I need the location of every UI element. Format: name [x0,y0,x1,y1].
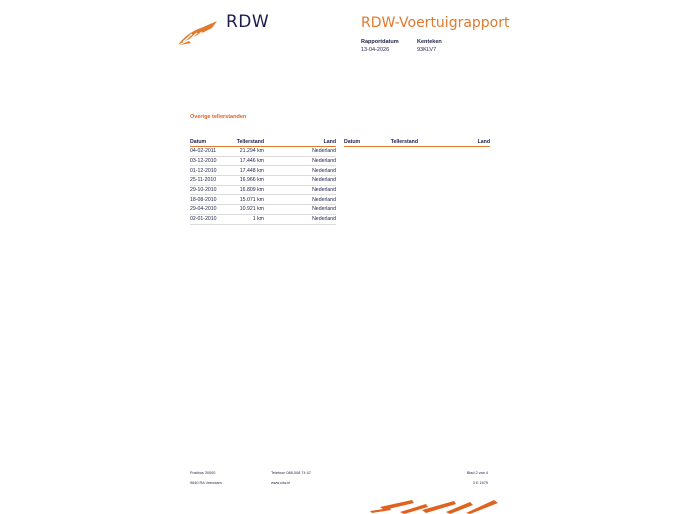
column-header-date: Datum [344,138,388,147]
report-date-block [361,39,399,54]
footer-page-number: Blad 2 van 4 [466,471,488,475]
plate-value: 93KLV7 [417,46,437,53]
footer-phone: Telefoon 088-008 74 47 [271,471,311,475]
row-odometer: 17.448 km [234,166,264,176]
row-date: 04-02-2011 [190,147,234,157]
footer-postbus: Postbus 30000 [190,471,216,475]
column-header-odometer: Tellerstand [234,138,264,147]
table-row [190,214,336,224]
odometer-rows [190,147,336,225]
row-odometer: 21.294 km [234,147,264,157]
row-date: 02-01-2010 [190,214,234,224]
footer-document-code: 3 E 1679 [472,481,488,485]
table-row [190,185,336,195]
row-country: Nederland [264,156,336,166]
row-country: Nederland [264,176,336,186]
odometer-table-right [344,138,490,147]
table-row [190,166,336,176]
odometer-table-left [190,138,336,225]
row-country: Nederland [264,195,336,205]
row-date: 25-11-2010 [190,176,234,186]
brand-stripes-icon [370,498,500,514]
table-row [190,176,336,186]
row-odometer: 16.966 km [234,176,264,186]
table-header-row [344,138,490,147]
footer-postcode: 9640 RA Veendam [190,481,222,485]
table-header-row [190,138,336,147]
footer-website[interactable]: www.rdw.nl [271,481,290,485]
report-title: RDW-Voertuigrapport [361,15,510,31]
column-header-date: Datum [190,138,234,147]
row-odometer: 16.809 km [234,185,264,195]
rdw-logo-icon [177,20,219,46]
row-country: Nederland [264,214,336,224]
column-header-country: Land [264,138,336,147]
row-country: Nederland [264,166,336,176]
row-odometer: 1 km [234,214,264,224]
column-header-country: Land [418,138,490,147]
row-odometer: 17.446 km [234,156,264,166]
report-date-label: Rapportdatum [361,39,399,45]
column-header-odometer: Tellerstand [388,138,418,147]
row-country: Nederland [264,205,336,215]
table-row [190,156,336,166]
row-odometer: 15.071 km [234,195,264,205]
plate-block [417,39,442,54]
row-date: 29-10-2010 [190,185,234,195]
row-date: 18-08-2010 [190,195,234,205]
logo-text: RDW [226,12,270,32]
table-row [190,195,336,205]
table-row [190,147,336,157]
row-country: Nederland [264,147,336,157]
plate-label: Kenteken [417,39,442,45]
row-date: 03-12-2010 [190,156,234,166]
section-title: Overige tellerstanden [190,114,247,120]
row-date: 01-12-2010 [190,166,234,176]
table-row [190,205,336,215]
report-date-value: 13-04-2026 [361,46,390,53]
row-country: Nederland [264,185,336,195]
row-date: 29-04-2010 [190,205,234,215]
row-odometer: 10.921 km [234,205,264,215]
